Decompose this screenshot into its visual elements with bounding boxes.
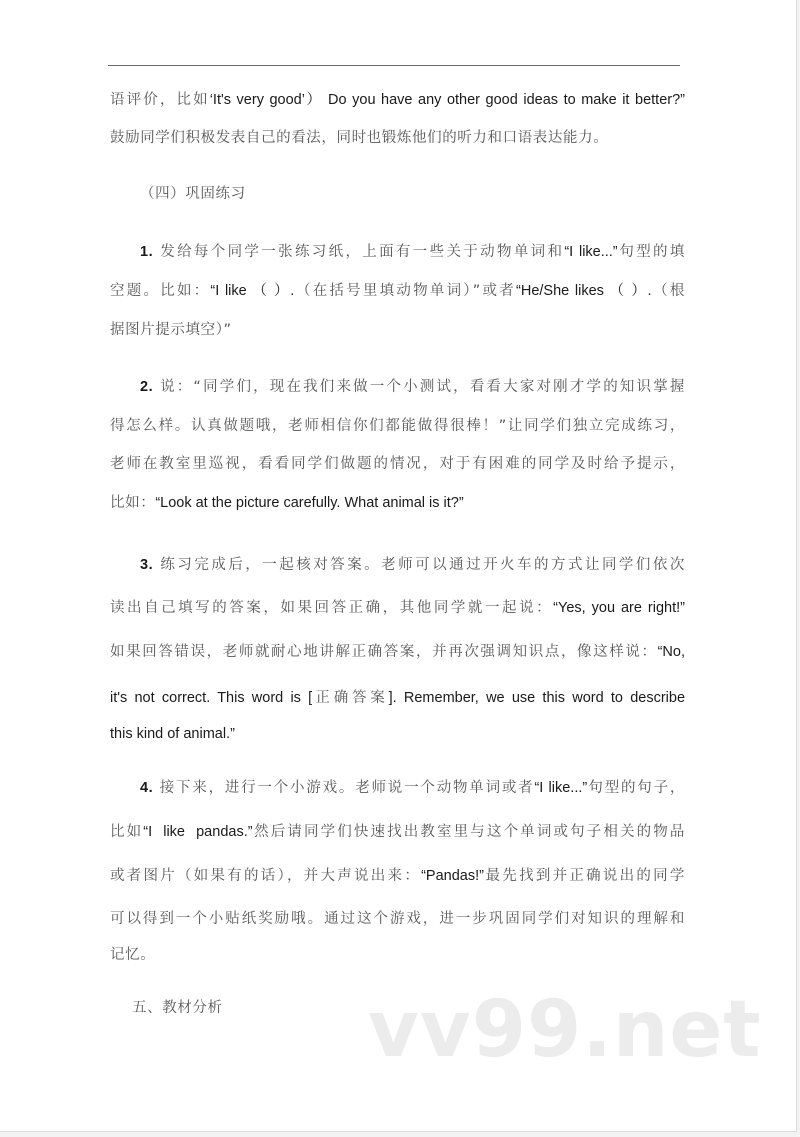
text-cn: 然后请同学们快速找出教室里与这个单词或句子相关的物品: [252, 824, 685, 840]
text-en: “I like pandas.”: [143, 824, 253, 840]
item-4-line-3: [110, 866, 685, 886]
text-cn: 最先找到并正确说出的同学: [483, 868, 685, 884]
item-1-line-1: [140, 242, 685, 262]
text-cn: 语评价，比如: [110, 92, 210, 108]
text-cn: 读出自己填写的答案，如果回答正确，其他同学就一起说：: [110, 600, 554, 616]
item-4-line-2: [110, 822, 685, 842]
item-3-line-4: [110, 688, 685, 708]
text-cn: 得怎么样。认真做题哦，老师相信你们都能做得很棒！”让同学们独立完成练习，: [110, 418, 685, 434]
section-heading: [140, 184, 685, 204]
section-heading-text: （四）巩固练习: [140, 186, 246, 202]
item-4-line-4: [110, 909, 685, 929]
text-en: “Yes, you are right!”: [553, 600, 685, 616]
text-cn: 发给每个同学一张练习纸，上面有一些关于动物单词和: [160, 244, 565, 260]
text-cn: 句型的句子，: [587, 780, 685, 796]
item-2-line-3: [110, 454, 685, 474]
item-number: 3.: [140, 557, 154, 573]
text-en: “Pandas!”: [421, 868, 484, 884]
text-cn: （在括号里填动物单词）”或者: [294, 283, 517, 299]
text-en: ]. Remember, we use this word to describe: [388, 690, 686, 706]
text-en: “No,: [657, 644, 685, 660]
section-heading-text: 五、教材分析: [132, 1000, 223, 1016]
text-en: “I like （ ）.: [210, 283, 295, 299]
text-cn: 老师在教室里巡视，看看同学们做题的情况，对于有困难的同学及时给予提示，: [110, 456, 685, 472]
text-cn: 可以得到一个小贴纸奖励哦。通过这个游戏，进一步巩固同学们对知识的理解和: [110, 911, 685, 927]
item-1-line-2: [110, 281, 685, 301]
text-cn: 或者图片（如果有的话），并大声说出来：: [110, 868, 422, 884]
item-4-line-5: [110, 945, 685, 965]
paragraph-line: [110, 128, 685, 148]
text-cn: 鼓励同学们积极发表自己的看法，同时也锻炼他们的听力和口语表达能力。: [110, 130, 609, 146]
text-en: ‘It's very good’） Do you have any other good ideas to make it better?”: [209, 92, 685, 108]
text-cn: 记忆。: [110, 947, 156, 963]
text-en: it's not correct. This word is [: [110, 690, 313, 706]
text-en: this kind of animal.”: [110, 726, 235, 742]
text-en: “He/She likes （ ）.: [516, 283, 652, 299]
text-cn: 据图片提示填空）”: [110, 322, 232, 338]
item-number: 1.: [140, 244, 154, 260]
paragraph-line: [110, 90, 685, 110]
text-cn: 接下来，进行一个小游戏。老师说一个动物单词或者: [159, 780, 535, 796]
item-3-line-2: [110, 598, 685, 618]
item-2-line-4: [110, 493, 685, 513]
text-cn: 空题。比如：: [110, 283, 211, 299]
text-en: “Look at the picture carefully. What animal is it?”: [155, 495, 464, 511]
text-cn: 如果回答错误，老师就耐心地讲解正确答案，并再次强调知识点，像这样说：: [110, 644, 658, 660]
header-rule: [108, 65, 680, 66]
item-4-line-1: [140, 778, 685, 798]
text-en: “I like...”: [564, 244, 618, 260]
item-3-line-1: [140, 555, 685, 575]
item-2-line-2: [110, 416, 685, 436]
text-cn: 正确答案: [312, 690, 389, 706]
item-number: 2.: [140, 379, 154, 395]
item-3-line-5: [110, 724, 685, 744]
text-cn: 比如: [110, 824, 144, 840]
item-3-line-3: [110, 642, 685, 662]
item-2-line-1: [140, 377, 685, 397]
watermark: vv99.net: [368, 985, 762, 1075]
text-cn: 说：“同学们，现在我们来做一个小测试，看看大家对刚才学的知识掌握: [160, 379, 685, 395]
text-cn: 句型的填: [617, 244, 685, 260]
text-cn: （根: [651, 283, 685, 299]
text-en: “I like...”: [534, 780, 588, 796]
item-1-line-3: [110, 320, 685, 340]
text-cn: 比如：: [110, 495, 156, 511]
text-cn: 练习完成后，一起核对答案。老师可以通过开火车的方式让同学们依次: [160, 557, 685, 573]
item-number: 4.: [140, 780, 154, 796]
